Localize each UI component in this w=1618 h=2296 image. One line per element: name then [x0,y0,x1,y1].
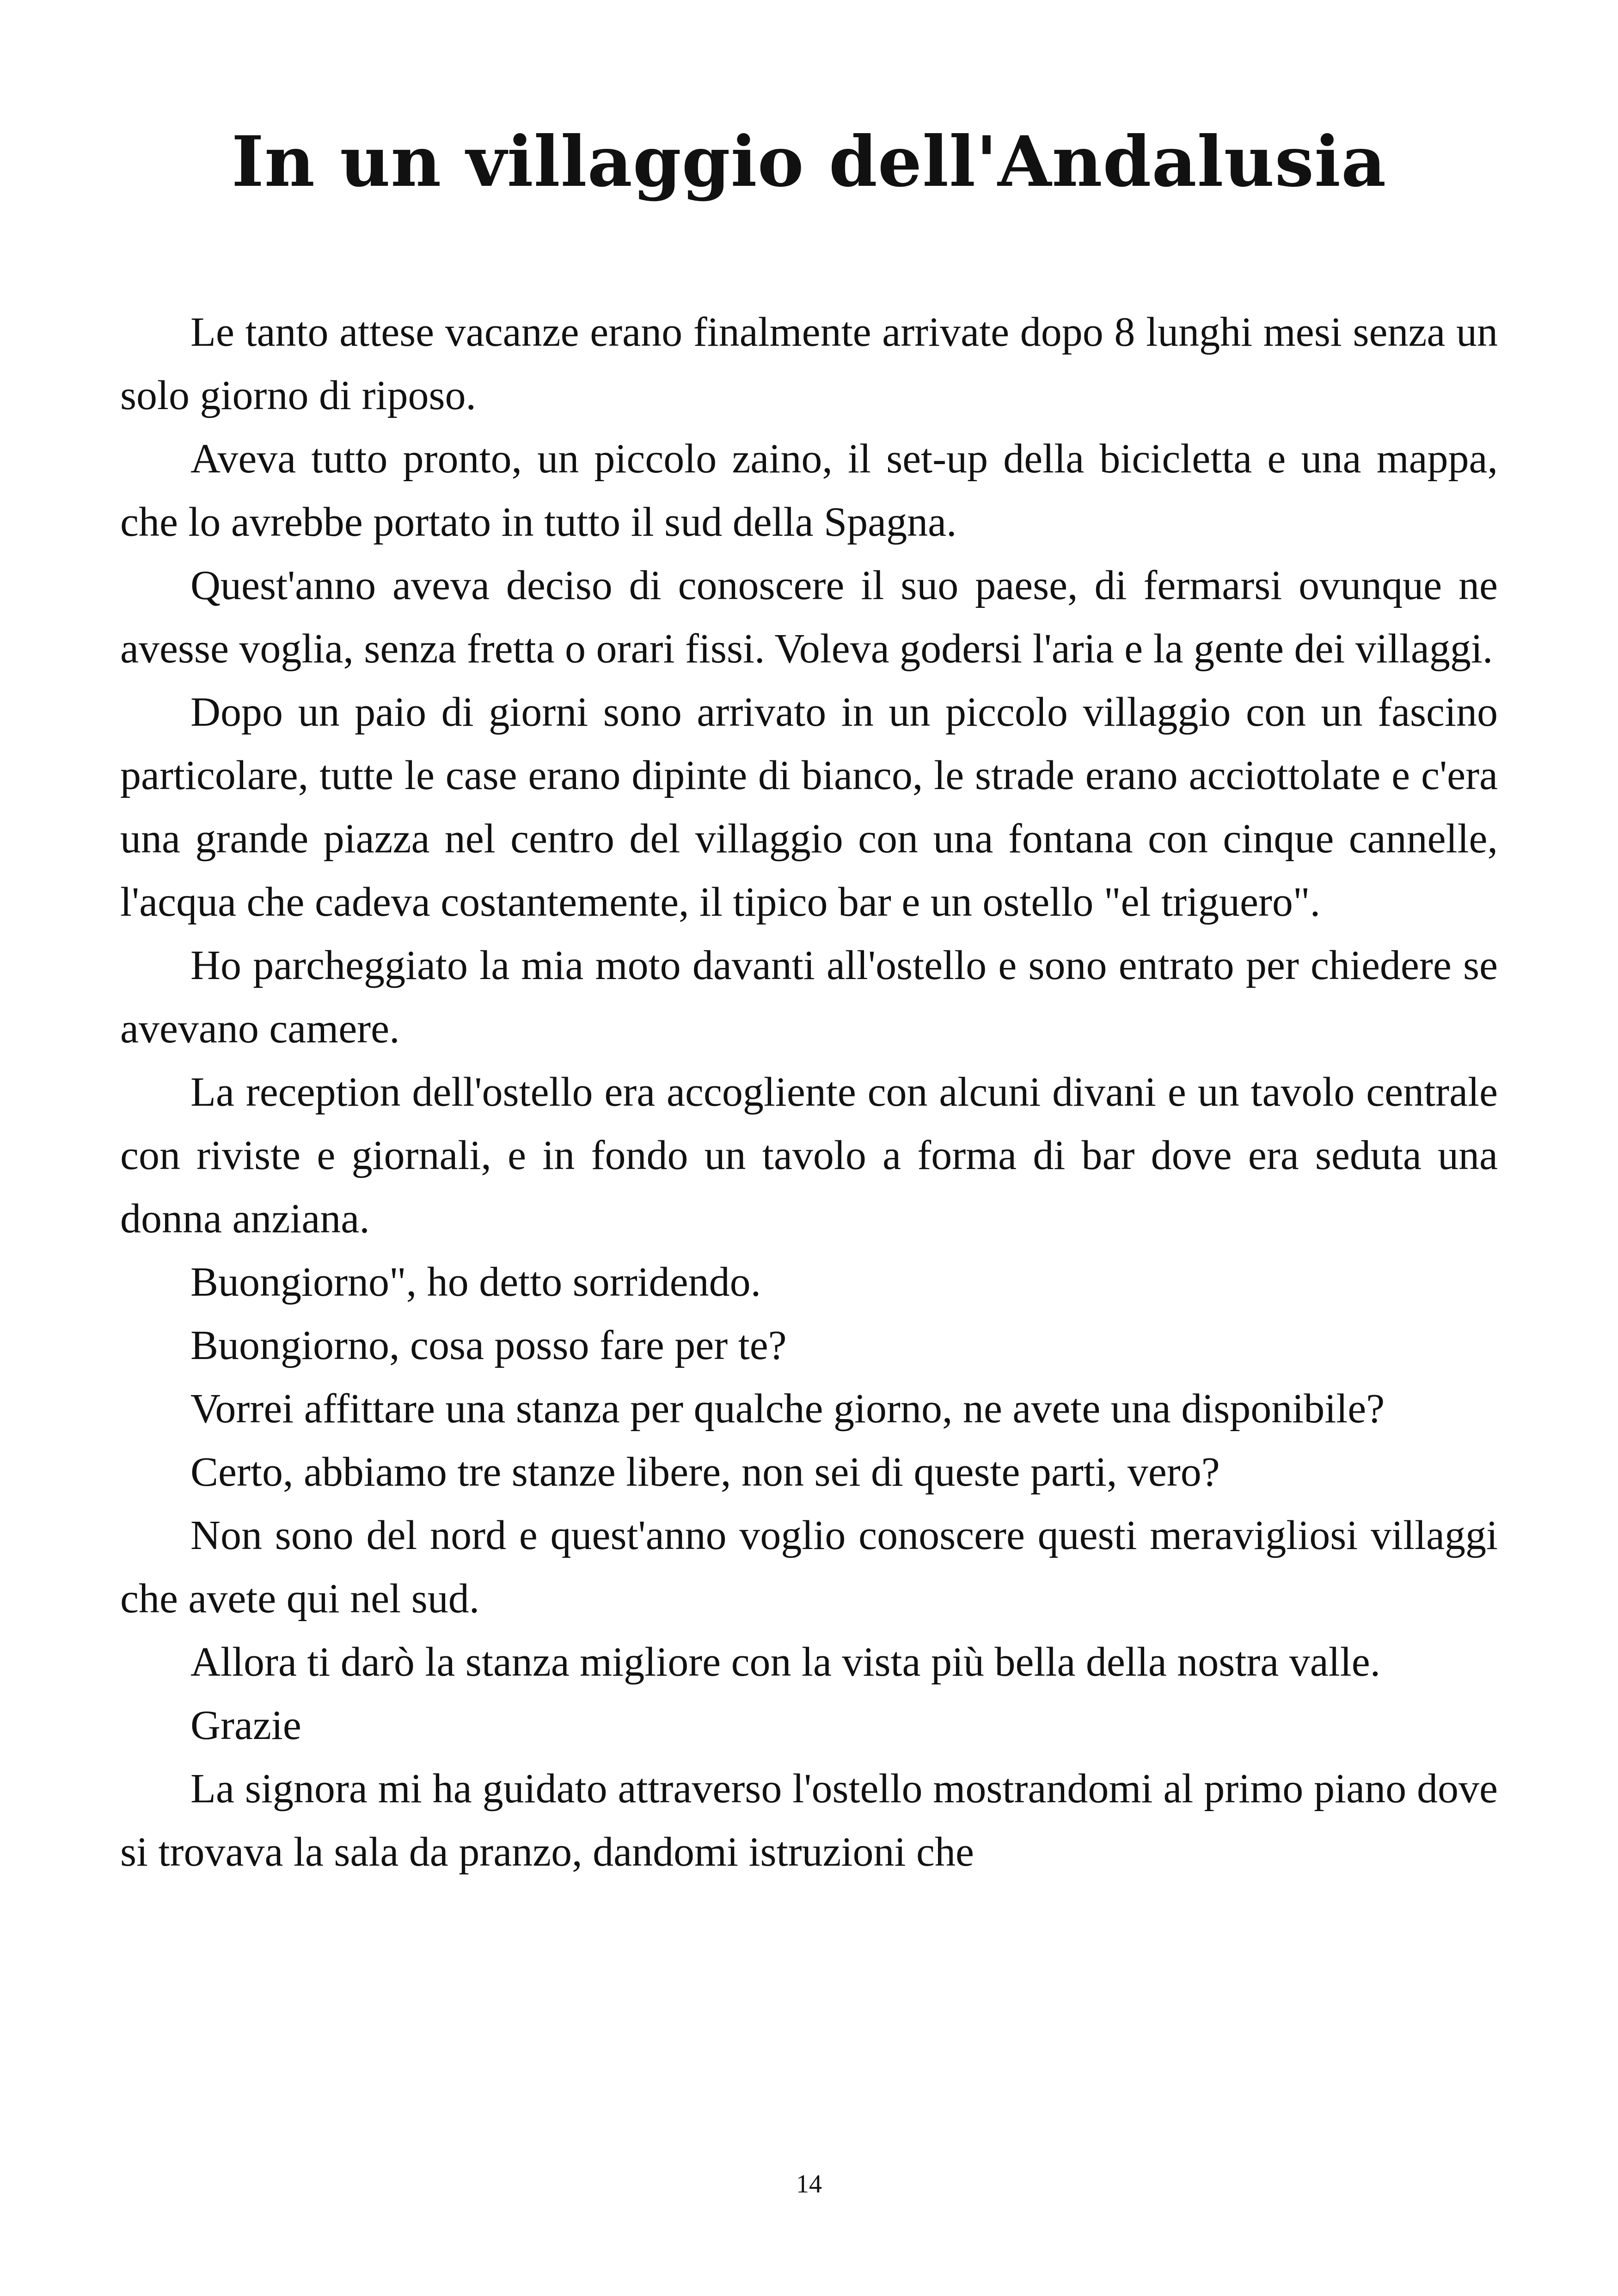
paragraph: Allora ti darò la stanza migliore con la vista più bella della nostra valle. [190,1639,1381,1685]
paragraph: La reception dell'ostello era accogliente con alcuni divani e un tavolo centrale con riviste e giornali, e in fondo un tavolo a forma di bar dove era seduta una donna anziana. [120,1069,1498,1242]
page-number: 14 [796,2170,822,2198]
paragraph: Dopo un paio di giorni sono arrivato in un piccolo villaggio con un fascino particolare, tutte le case erano dipinte di bianco, le strade erano acciottolate e c'era una grande piazza nel centro del villaggio con una fontana con cinque cannelle, l'acqua che cadeva costantemente, il tipico bar e un ostello "el triguero". [120,689,1498,925]
paragraph: Ho parcheggiato la mia moto davanti all'ostello e sono entrato per chiedere se avevano camere. [120,943,1498,1052]
chapter-title: In un villaggio dell'Andalusia [231,121,1387,202]
paragraph: Buongiorno, cosa posso fare per te? [190,1322,787,1368]
paragraph: La signora mi ha guidato attraverso l'ostello mostrandomi al primo piano dove si trovava la sala da pranzo, dandomi istruzioni che [120,1766,1498,1875]
paragraph: Quest'anno aveva deciso di conoscere il suo paese, di fermarsi ovunque ne avesse voglia, senza fretta o orari fissi. Voleva godersi l'aria e la gente dei villaggi. [120,563,1498,672]
paragraph: Certo, abbiamo tre stanze libere, non sei di queste parti, vero? [190,1449,1220,1495]
paragraph: Vorrei affittare una stanza per qualche giorno, ne avete una disponibile? [190,1386,1385,1432]
paragraph: Aveva tutto pronto, un piccolo zaino, il set-up della bicicletta e una mappa, che lo avrebbe portato in tutto il sud della Spagna. [120,436,1498,545]
paragraph: Buongiorno", ho detto sorridendo. [190,1259,761,1305]
paragraph: Le tanto attese vacanze erano finalmente arrivate dopo 8 lunghi mesi senza un solo giorno di riposo. [120,309,1498,418]
chapter-body [120,300,1498,1884]
paragraph: Non sono del nord e quest'anno voglio conoscere questi meravigliosi villaggi che avete qui nel sud. [120,1512,1498,1622]
paragraph: Grazie [190,1702,301,1748]
